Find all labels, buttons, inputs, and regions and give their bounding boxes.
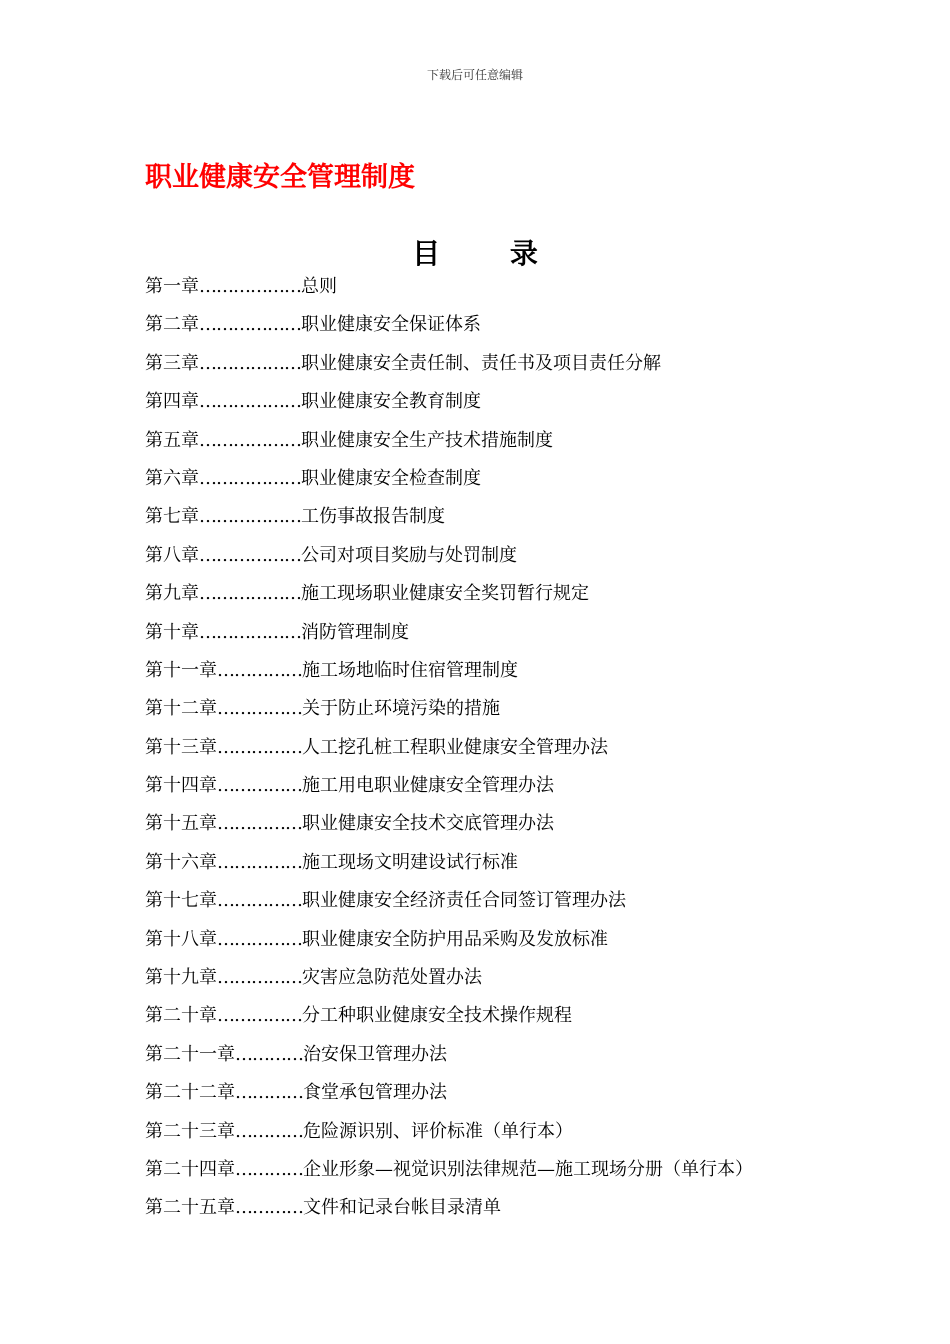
toc-chapter-number: 第二十三章 xyxy=(145,1120,235,1142)
toc-entry xyxy=(145,1189,845,1227)
toc-chapter-title: 消防管理制度 xyxy=(301,621,409,643)
toc-chapter-title: 灾害应急防范处置办法 xyxy=(302,967,482,989)
toc-chapter-number: 第二章 xyxy=(145,314,199,336)
toc-entry xyxy=(145,921,845,959)
toc-entry xyxy=(145,306,845,344)
toc-leader-dots: …………… xyxy=(217,890,302,912)
toc-leader-dots: ………… xyxy=(235,1197,303,1219)
toc-chapter-number: 第二十二章 xyxy=(145,1082,235,1104)
toc-chapter-number: 第十章 xyxy=(145,621,199,643)
toc-entry xyxy=(145,614,845,652)
toc-chapter-title: 职业健康安全生产技术措施制度 xyxy=(301,429,553,451)
toc-chapter-title: 文件和记录台帐目录清单 xyxy=(303,1197,501,1219)
toc-chapter-title: 施工现场职业健康安全奖罚暂行规定 xyxy=(301,583,589,605)
toc-chapter-number: 第二十章 xyxy=(145,1005,217,1027)
toc-chapter-number: 第八章 xyxy=(145,544,199,566)
toc-entry xyxy=(145,498,845,536)
toc-chapter-number: 第七章 xyxy=(145,506,199,528)
toc-entry xyxy=(145,690,845,728)
toc-chapter-number: 第十四章 xyxy=(145,775,217,797)
toc-chapter-title: 职业健康安全责任制、责任书及项目责任分解 xyxy=(301,352,661,374)
toc-chapter-number: 第十三章 xyxy=(145,736,217,758)
toc-chapter-title: 分工种职业健康安全技术操作规程 xyxy=(302,1005,572,1027)
toc-entry xyxy=(145,268,845,306)
toc-entry xyxy=(145,882,845,920)
toc-entry xyxy=(145,1036,845,1074)
toc-chapter-title: 施工场地临时住宿管理制度 xyxy=(302,659,518,681)
toc-leader-dots: ………… xyxy=(235,1082,303,1104)
toc-chapter-number: 第一章 xyxy=(145,276,199,297)
toc-leader-dots: ………… xyxy=(235,1120,303,1142)
toc-chapter-title: 关于防止环境污染的措施 xyxy=(302,698,500,720)
toc-chapter-title: 公司对项目奖励与处罚制度 xyxy=(301,544,517,566)
toc-chapter-title: 企业形象—视觉识别法律规范—施工现场分册（单行本） xyxy=(303,1158,753,1180)
toc-leader-dots: …………… xyxy=(217,967,302,989)
toc-entry xyxy=(145,345,845,383)
toc-chapter-number: 第十七章 xyxy=(145,890,217,912)
toc-leader-dots: ……………… xyxy=(199,621,301,643)
toc-chapter-title: 施工现场文明建设试行标准 xyxy=(302,851,518,873)
toc-entry xyxy=(145,383,845,421)
toc-entry xyxy=(145,805,845,843)
header-note: 下载后可任意编辑 xyxy=(426,68,523,82)
toc-chapter-title: 职业健康安全保证体系 xyxy=(301,314,481,336)
toc-chapter-title: 总则 xyxy=(301,276,337,297)
toc-entry xyxy=(145,1074,845,1112)
toc-chapter-title: 职业健康安全防护用品采购及发放标准 xyxy=(302,928,608,950)
document-title: 职业健康安全管理制度 xyxy=(145,162,415,193)
toc-entry xyxy=(145,1113,845,1151)
toc-chapter-number: 第四章 xyxy=(145,391,199,413)
toc-leader-dots: …………… xyxy=(217,659,302,681)
toc-chapter-number: 第十九章 xyxy=(145,967,217,989)
toc-chapter-number: 第二十一章 xyxy=(145,1043,235,1065)
toc-leader-dots: …………… xyxy=(217,698,302,720)
toc-leader-dots: ……………… xyxy=(199,506,301,528)
toc-leader-dots: ……………… xyxy=(199,429,301,451)
toc-leader-dots: ……………… xyxy=(199,314,301,336)
toc-chapter-number: 第六章 xyxy=(145,467,199,489)
toc-chapter-number: 第五章 xyxy=(145,429,199,451)
toc-leader-dots: …………… xyxy=(217,775,302,797)
toc-chapter-title: 工伤事故报告制度 xyxy=(301,506,445,528)
toc-entry xyxy=(145,537,845,575)
toc-chapter-number: 第二十五章 xyxy=(145,1197,235,1219)
toc-entry xyxy=(145,959,845,997)
toc-chapter-title: 治安保卫管理办法 xyxy=(303,1043,447,1065)
toc-leader-dots: ………… xyxy=(235,1043,303,1065)
toc-leader-dots: ……………… xyxy=(199,467,301,489)
toc-chapter-number: 第十六章 xyxy=(145,851,217,873)
toc-chapter-number: 第十二章 xyxy=(145,698,217,720)
toc-leader-dots: ………… xyxy=(235,1158,303,1180)
toc-chapter-number: 第二十四章 xyxy=(145,1158,235,1180)
toc-chapter-title: 危险源识别、评价标准（单行本） xyxy=(303,1120,573,1142)
toc-leader-dots: …………… xyxy=(217,1005,302,1027)
toc-entry xyxy=(145,575,845,613)
toc-leader-dots: ……………… xyxy=(199,352,301,374)
toc-leader-dots: …………… xyxy=(217,813,302,835)
toc-entry xyxy=(145,729,845,767)
toc-chapter-title: 施工用电职业健康安全管理办法 xyxy=(302,775,554,797)
toc-heading: 目 录 xyxy=(412,237,568,270)
toc-entry xyxy=(145,460,845,498)
toc-leader-dots: ……………… xyxy=(199,583,301,605)
toc-leader-dots: ……………… xyxy=(199,544,301,566)
toc-chapter-number: 第十五章 xyxy=(145,813,217,835)
toc-chapter-number: 第十八章 xyxy=(145,928,217,950)
toc-entry xyxy=(145,1151,845,1189)
toc-chapter-title: 职业健康安全检查制度 xyxy=(301,467,481,489)
toc-leader-dots: …………… xyxy=(217,851,302,873)
toc-leader-dots: ……………… xyxy=(199,276,301,297)
toc-leader-dots: ……………… xyxy=(199,391,301,413)
toc-chapter-number: 第九章 xyxy=(145,583,199,605)
toc-chapter-number: 第十一章 xyxy=(145,659,217,681)
toc-entry xyxy=(145,767,845,805)
toc-chapter-title: 人工挖孔桩工程职业健康安全管理办法 xyxy=(302,736,608,758)
toc-chapter-title: 职业健康安全教育制度 xyxy=(301,391,481,413)
toc-chapter-title: 食堂承包管理办法 xyxy=(303,1082,447,1104)
toc-list xyxy=(145,268,845,1228)
toc-entry xyxy=(145,844,845,882)
toc-entry xyxy=(145,997,845,1035)
toc-entry xyxy=(145,652,845,690)
toc-leader-dots: …………… xyxy=(217,736,302,758)
toc-chapter-title: 职业健康安全技术交底管理办法 xyxy=(302,813,554,835)
toc-chapter-title: 职业健康安全经济责任合同签订管理办法 xyxy=(302,890,626,912)
toc-entry xyxy=(145,422,845,460)
toc-leader-dots: …………… xyxy=(217,928,302,950)
toc-chapter-number: 第三章 xyxy=(145,352,199,374)
